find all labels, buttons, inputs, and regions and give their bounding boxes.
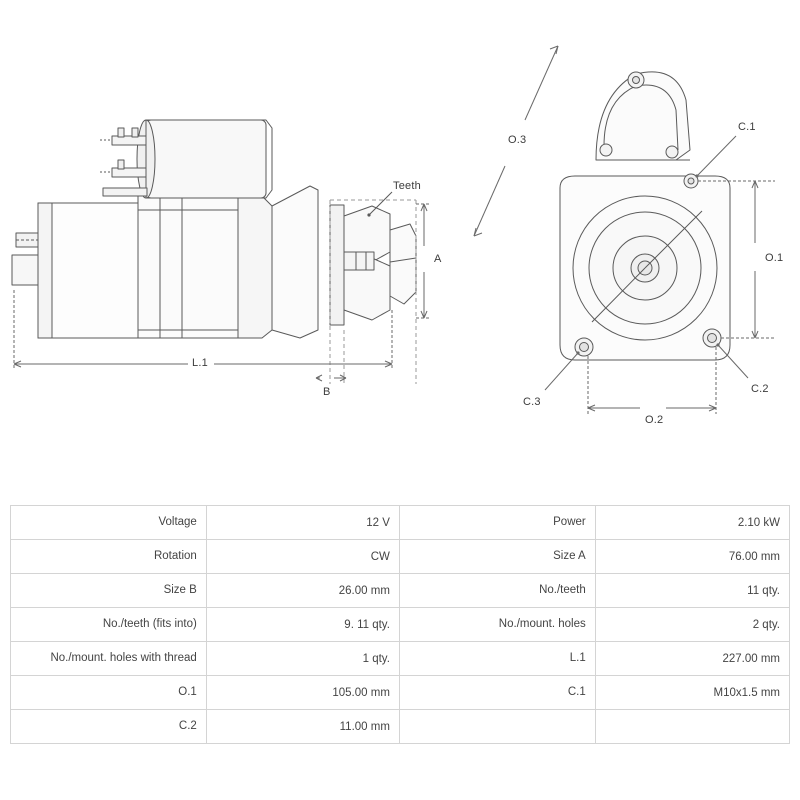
dimension-o1-label: O.1	[765, 252, 784, 264]
table-row	[11, 540, 790, 574]
spec-value-c2: 11.00 mm	[206, 710, 399, 744]
spec-value-o1: 105.00 mm	[206, 676, 399, 710]
spec-label-empty	[399, 710, 595, 744]
spec-value-no-mount-holes-with-thread: 1 qty.	[206, 642, 399, 676]
spec-value-voltage: 12 V	[206, 506, 399, 540]
spec-value-no-mount-holes: 2 qty.	[595, 608, 789, 642]
spec-value-size-a: 76.00 mm	[595, 540, 789, 574]
dimension-o3-label: O.3	[508, 134, 527, 146]
spec-label-size-a: Size A	[399, 540, 595, 574]
dimension-c2-label: C.2	[751, 383, 769, 395]
spec-value-rotation: CW	[206, 540, 399, 574]
dimension-o2-label: O.2	[645, 414, 664, 426]
spec-label-no-teeth-fits-into: No./teeth (fits into)	[11, 608, 207, 642]
spec-value-empty	[595, 710, 789, 744]
dimension-b-label: B	[323, 386, 331, 398]
spec-label-l1: L.1	[399, 642, 595, 676]
dimension-l1-label: L.1	[192, 357, 208, 369]
spec-label-o1: O.1	[11, 676, 207, 710]
spec-value-no-teeth: 11 qty.	[595, 574, 789, 608]
spec-label-c2: C.2	[11, 710, 207, 744]
spec-label-no-mount-holes-with-thread: No./mount. holes with thread	[11, 642, 207, 676]
spec-value-l1: 227.00 mm	[595, 642, 789, 676]
spec-value-c1: M10x1.5 mm	[595, 676, 789, 710]
table-row	[11, 676, 790, 710]
spec-label-power: Power	[399, 506, 595, 540]
dimension-a-label: A	[434, 253, 442, 265]
spec-label-c1: C.1	[399, 676, 595, 710]
table-row	[11, 710, 790, 744]
spec-label-no-mount-holes: No./mount. holes	[399, 608, 595, 642]
teeth-label: Teeth	[393, 180, 421, 192]
spec-label-voltage: Voltage	[11, 506, 207, 540]
spec-value-size-b: 26.00 mm	[206, 574, 399, 608]
table-row	[11, 506, 790, 540]
spec-label-rotation: Rotation	[11, 540, 207, 574]
spec-value-no-teeth-fits-into: 9. 11 qty.	[206, 608, 399, 642]
table-row	[11, 642, 790, 676]
spec-label-size-b: Size B	[11, 574, 207, 608]
table-row	[11, 608, 790, 642]
dimension-c3-label: C.3	[523, 396, 541, 408]
spec-label-no-teeth: No./teeth	[399, 574, 595, 608]
spec-value-power: 2.10 kW	[595, 506, 789, 540]
dimension-c1-label: C.1	[738, 121, 756, 133]
specifications-table	[10, 505, 790, 744]
table-row	[11, 574, 790, 608]
